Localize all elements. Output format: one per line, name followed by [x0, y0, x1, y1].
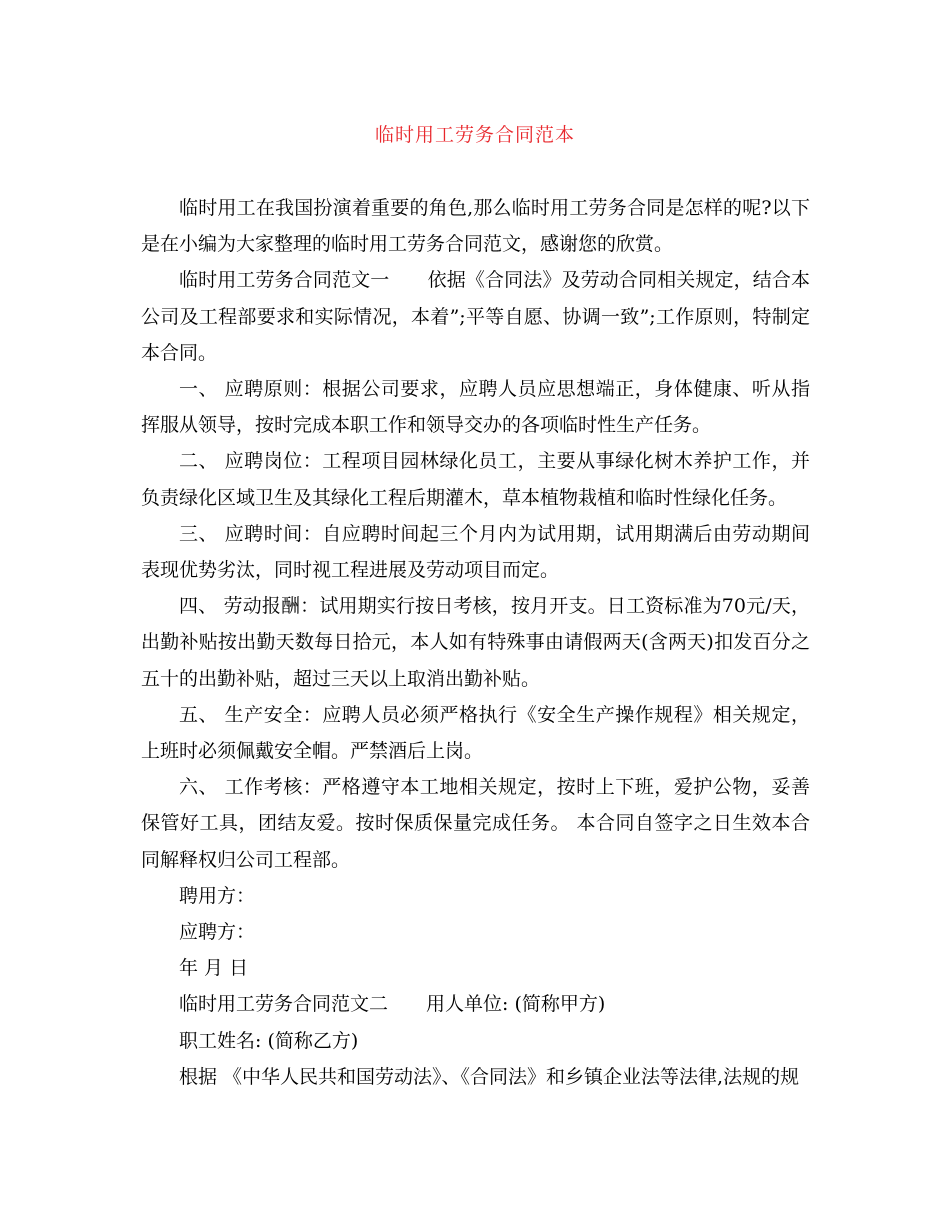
paragraph-clause-assessment: 六、 工作考核：严格遵守本工地相关规定，按时上下班，爱护公物，妥善保管好工具，团结友爱。按时保质保量完成任务。 本合同自签字之日生效本合同解释权归公司工程部。: [141, 776, 810, 871]
paragraph-template-two-employee: 职工姓名: (简称乙方): [179, 1029, 359, 1052]
signature-employee-line: 应聘方：: [179, 921, 256, 944]
document-title: 临时用工劳务合同范本: [374, 124, 575, 146]
paragraph-clause-pay: 四、 劳动报酬：试用期实行按日考核，按月开支。日工资标准为70元/天，出勤补贴按出勤天数每日拾元，本人如有特殊事由请假两天(含两天)扣发百分之五十的出勤补贴，超过三天以上取消出勤补贴。: [141, 595, 810, 690]
paragraph-template-one-preamble: 临时用工劳务合同范文一 依据《合同法》及劳动合同相关规定，结合本公司及工程部要求和实际情况，本着”;平等自愿、协调一致”;工作原则，特制定本合同。: [141, 269, 810, 364]
paragraph-intro: 临时用工在我国扮演着重要的角色,那么临时用工劳务合同是怎样的呢?以下是在小编为大家整理的临时用工劳务合同范文，感谢您的欣赏。: [141, 197, 810, 256]
paragraph-template-two-employer: 临时用工劳务合同范文二 用人单位: (简称甲方): [179, 993, 606, 1016]
paragraph-clause-position: 二、 应聘岗位：工程项目园林绿化员工，主要从事绿化树木养护工作，并负责绿化区域卫生及其绿化工程后期灌木，草本植物栽植和临时性绿化任务。: [141, 450, 810, 509]
document-body: [141, 190, 810, 1095]
date-line: 年 月 日: [179, 957, 249, 980]
paragraph-clause-principle: 一、 应聘原则：根据公司要求，应聘人员应思想端正，身体健康、听从指挥服从领导，按时完成本职工作和领导交办的各项临时性生产任务。: [141, 378, 810, 437]
paragraph-template-two-basis: 根据 《中华人民共和国劳动法》、《合同法》和乡镇企业法等法律,法规的规: [179, 1065, 800, 1088]
paragraph-clause-period: 三、 应聘时间：自应聘时间起三个月内为试用期，试用期满后由劳动期间表现优势劣汰，同时视工程进展及劳动项目而定。: [141, 522, 810, 582]
paragraph-clause-safety: 五、 生产安全：应聘人员必须严格执行《安全生产操作规程》相关规定，上班时必须佩戴安全帽。严禁酒后上岗。: [141, 703, 810, 763]
signature-employer-line: 聘用方：: [179, 884, 256, 907]
